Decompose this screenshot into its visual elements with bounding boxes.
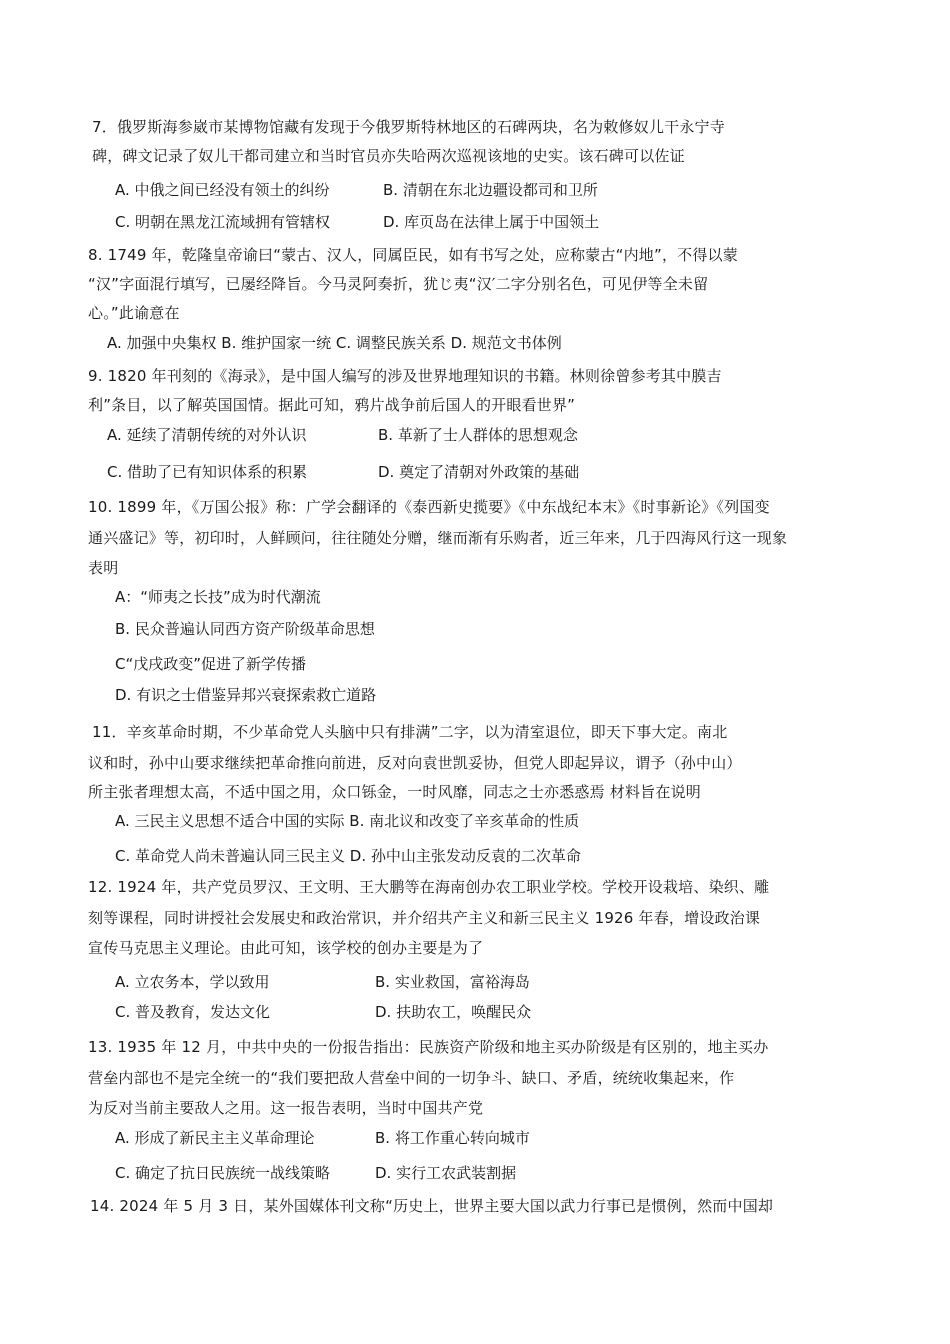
q13-option-b: B. 将工作重心转向城市 — [375, 1129, 530, 1147]
q14-stem-line-1: 14. 2024 年 5 月 3 日，某外国媒体刊文称“历史上，世界主要大国以武力行事已是惯例，然而中国却 — [90, 1197, 774, 1215]
q9-option-d: D. 奠定了清朝对外政策的基础 — [378, 463, 580, 481]
q11-stem-line-2: 议和时，孙中山要求继续把革命推向前进，反对向袁世凯妥协，但党人即起异议，谓予（孙中山） — [88, 754, 742, 772]
q9-stem-line-2: 利”条目，以了解英国国情。据此可知，鸦片战争前后国人的开眼看世界” — [88, 396, 576, 414]
q12-option-b: B. 实业救国，富裕海岛 — [375, 973, 530, 991]
q7-stem-line-2: 碑，碑文记录了奴儿干都司建立和当时官员亦失哈两次巡视该地的史实。该石碑可以佐证 — [92, 147, 685, 165]
q10-stem-line-3: 表明 — [88, 559, 119, 577]
q8-stem-line-1: 8. 1749 年，乾隆皇帝谕曰“蒙古、汉人，同属臣民，如有书写之处，应称蒙古“内地”，不得以蒙 — [88, 246, 738, 264]
q9-option-a: A. 延续了清朝传统的对外认识 — [107, 426, 307, 444]
q11-stem-line-3: 所主张者理想太高，不适中国之用，众口铄金，一时风靡，同志之士亦悉惑焉 材料旨在说明 — [88, 783, 701, 801]
q7-stem-line-1: 7．俄罗斯海参崴市某博物馆藏有发现于今俄罗斯特林地区的石碑两块，名为敕修奴儿干永宁寺 — [92, 118, 725, 136]
q10-option-a: A：“师夷之长技”成为时代潮流 — [115, 588, 321, 606]
q7-option-a: A. 中俄之间已经没有领土的纠纷 — [115, 181, 330, 199]
q13-stem-line-2: 营垒内部也不是完全统一的“我们要把敌人营垒中间的一切争斗、缺口、矛盾，统统收集起来，作 — [88, 1069, 735, 1087]
q13-option-a: A. 形成了新民主主义革命理论 — [115, 1129, 315, 1147]
q10-stem-line-1: 10. 1899 年，《万国公报》称：广学会翻译的《泰西新史揽要》《中东战纪本末》《时事新论》《列国变 — [88, 498, 770, 516]
q9-option-b: B. 革新了士人群体的思想观念 — [378, 426, 578, 444]
q10-option-c: C“戊戌政变”促进了新学传播 — [115, 655, 307, 673]
q12-stem-line-3: 宣传马克思主义理论。由此可知，该学校的创办主要是为了 — [88, 939, 484, 957]
q13-option-c: C. 确定了抗日民族统一战线策略 — [115, 1164, 331, 1182]
q12-stem-line-2: 刻等课程，同时讲授社会发展史和政治常识，并介绍共产主义和新三民主义 1926 年春，增设政治课 — [88, 909, 761, 927]
q13-stem-line-1: 13. 1935 年 12 月，中共中央的一份报告指出：民族资产阶级和地主买办阶级是有区别的，地主买办 — [88, 1038, 769, 1056]
q12-stem-line-1: 12. 1924 年，共产党员罗汉、王文明、王大鹏等在海南创办农工职业学校。学校开设栽培、染织、雕 — [88, 878, 770, 896]
q11-options-ab: A. 三民主义思想不适合中国的实际 B. 南北议和改变了辛亥革命的性质 — [115, 812, 580, 830]
q8-options: A. 加强中央集权 B. 维护国家一统 C. 调整民族关系 D. 规范文书体例 — [107, 334, 562, 352]
q8-stem-line-3: 心。”此谕意在 — [88, 304, 180, 322]
q8-stem-line-2: “汉”字面混行填写，已屡经降旨。今马灵阿奏折，犹じ夷“汉′二字分别名色，可见伊等全未留 — [88, 275, 709, 293]
q7-option-b: B. 清朝在东北边疆设都司和卫所 — [383, 181, 598, 199]
q13-option-d: D. 实行工农武装割据 — [375, 1164, 517, 1182]
q12-option-d: D. 扶助农工，唤醒民众 — [375, 1003, 532, 1021]
q7-option-c: C. 明朝在黑龙江流域拥有管辖权 — [115, 213, 331, 231]
q10-option-b: B. 民众普遍认同西方资产阶级革命思想 — [115, 620, 375, 638]
q7-option-d: D. 库页岛在法律上属于中国领土 — [383, 213, 600, 231]
q9-option-c: C. 借助了已有知识体系的积累 — [107, 463, 308, 481]
q11-options-cd: C. 革命党人尚未普遍认同三民主义 D. 孙中山主张发动反袁的二次革命 — [115, 847, 581, 865]
q11-stem-line-1: 11．辛亥革命时期，不少革命党人头脑中只有排满”二字，以为清室退位，即天下事大定。南北 — [92, 723, 728, 741]
q10-option-d: D. 有识之士借鉴异邦兴衰探索救亡道路 — [115, 686, 377, 704]
q9-stem-line-1: 9. 1820 年刊刻的《海录》，是中国人编写的涉及世界地理知识的书籍。林则徐曾参考其中膜吉 — [88, 367, 722, 385]
q10-stem-line-2: 通兴盛记》等，初印时，人鲜顾问，往往随处分赠，继而渐有乐购者，近三年来，几于四海风行这一现象 — [88, 529, 788, 547]
q12-option-a: A. 立农务本，学以致用 — [115, 973, 270, 991]
q13-stem-line-3: 为反对当前主要敌人之用。这一报告表明，当时中国共产党 — [88, 1099, 484, 1117]
q12-option-c: C. 普及教育，发达文化 — [115, 1003, 271, 1021]
